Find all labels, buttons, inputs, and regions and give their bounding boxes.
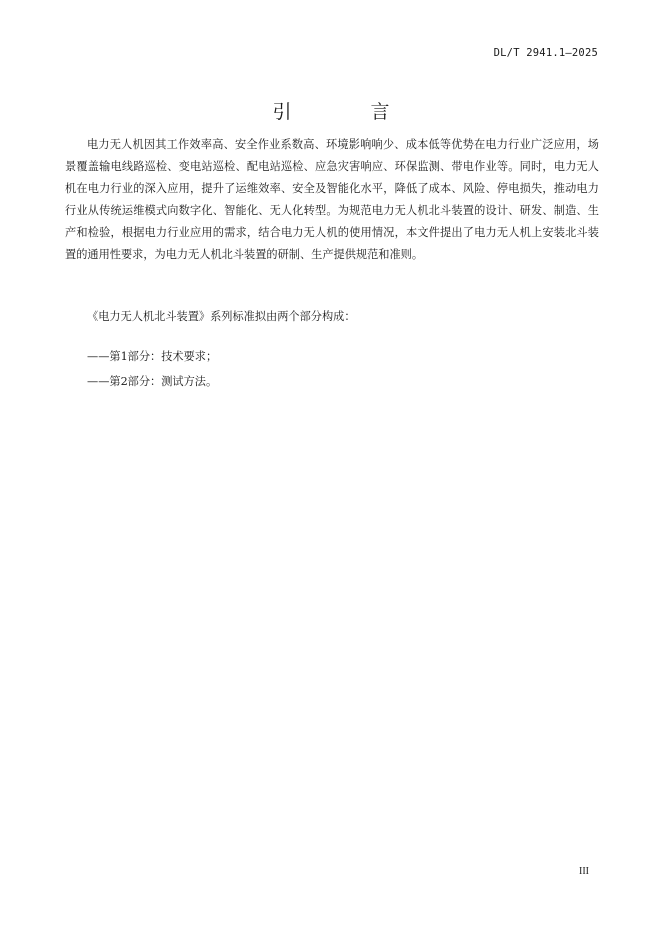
part-list-item: ——第2部分：测试方法。 <box>87 375 218 388</box>
document-code: DL/T 2941.1—2025 <box>493 47 598 59</box>
series-paragraph: 《电力无人机北斗装置》系列标准拟由两个部分构成： <box>87 310 356 323</box>
page-number: III <box>579 866 589 877</box>
part-list-item: ——第1部分：技术要求； <box>87 350 218 363</box>
page-title: 引 言 <box>272 100 420 123</box>
intro-paragraph: 电力无人机因其工作效率高、安全作业系数高、环境影响响少、成本低等优势在电力行业广泛应用，场景覆盖输电线路巡检、变电站巡检、配电站巡检、应急灾害响应、环保监测、带电作业等。同时，电力无人机在电力行业的深入应用，提升了运维效率、安全及智能化水平，降低了成本、风险、停电损失，推动电力行业从传统运维模式向数字化、智能化、无人化转型。为规范电力无人机北斗装置的设计、研发、制造、生产和检验，根据电力行业应用的需求，结合电力无人机的使用情况，本文件提出了电力无人机上安装北斗装置的通用性要求，为电力无人机北斗装置的研制、生产提供规范和准则。 <box>65 138 599 261</box>
